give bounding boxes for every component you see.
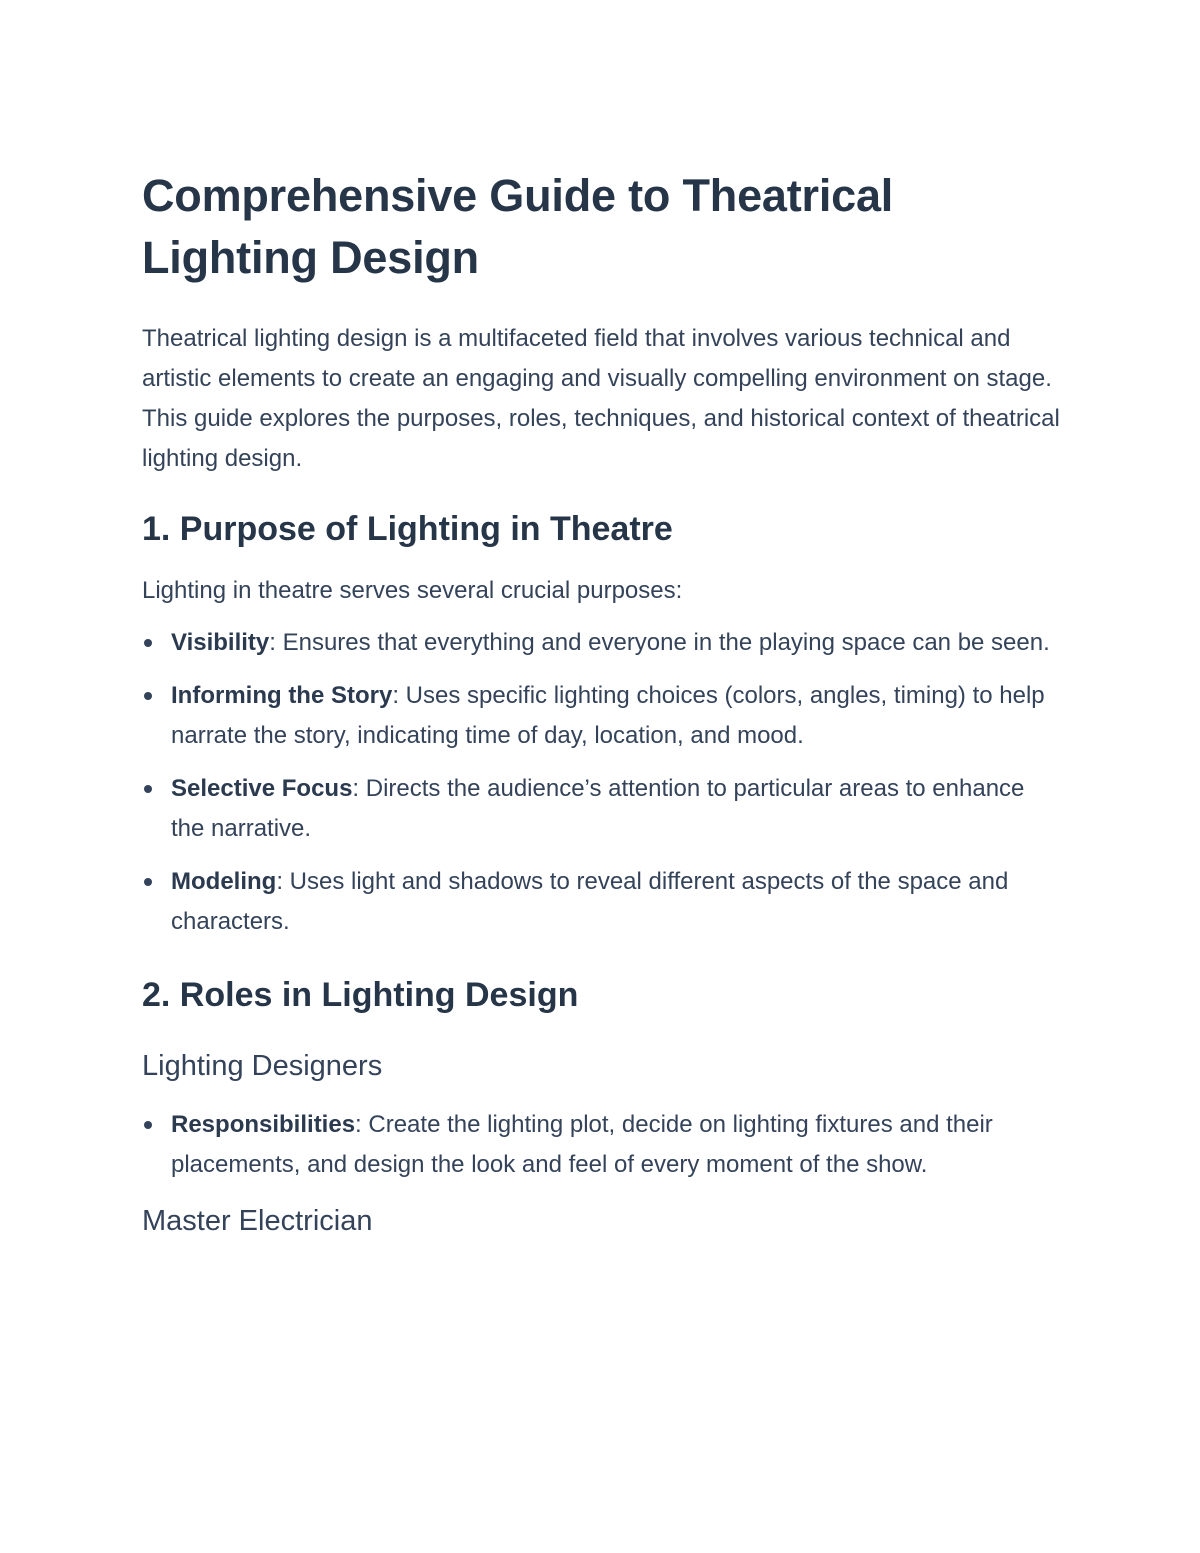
subheading-master-electrician: Master Electrician <box>142 1205 373 1237</box>
item-term: Visibility <box>171 629 270 656</box>
item-term: Informing the Story <box>171 682 393 709</box>
bullet-icon <box>144 878 152 886</box>
intro-paragraph: Theatrical lighting design is a multifaceted field that involves various technical and artistic elements to create an engaging and visually compelling environment on stage. This guide explores the purposes, roles, techniques, and historical context of theatrical lighting design. <box>142 325 1060 472</box>
list-item <box>142 769 1062 849</box>
item-term: Modeling <box>171 868 277 895</box>
item-term: Selective Focus <box>171 775 353 802</box>
item-text: : Ensures that everything and everyone in the playing space can be seen. <box>269 629 1050 656</box>
section-heading-roles: 2. Roles in Lighting Design <box>142 976 579 1014</box>
item-text: : Uses specific lighting choices (colors, angles, timing) to help narrate the story, indicating time of day, location, and mood. <box>171 682 1045 749</box>
document-page <box>142 165 1062 1241</box>
list-item <box>142 676 1062 756</box>
list-item <box>142 1105 1062 1185</box>
section-lead: Lighting in theatre serves several crucial purposes: <box>142 577 683 604</box>
section-heading-purpose: 1. Purpose of Lighting in Theatre <box>142 510 673 548</box>
bullet-icon <box>144 692 152 700</box>
item-text: : Create the lighting plot, decide on lighting fixtures and their placements, and design the look and feel of every moment of the show. <box>171 1111 993 1178</box>
document-title: Comprehensive Guide to Theatrical Lighting Design <box>142 170 894 283</box>
purpose-list <box>142 623 1062 942</box>
item-term: Responsibilities <box>171 1111 356 1138</box>
item-text: : Directs the audience’s attention to particular areas to enhance the narrative. <box>171 775 1025 842</box>
bullet-icon <box>144 1121 152 1129</box>
bullet-icon <box>144 639 152 647</box>
list-item <box>142 862 1062 942</box>
bullet-icon <box>144 785 152 793</box>
list-item <box>142 623 1062 663</box>
item-text: : Uses light and shadows to reveal different aspects of the space and characters. <box>171 868 1009 935</box>
lighting-designers-list <box>142 1105 1062 1185</box>
subheading-lighting-designers: Lighting Designers <box>142 1050 383 1082</box>
